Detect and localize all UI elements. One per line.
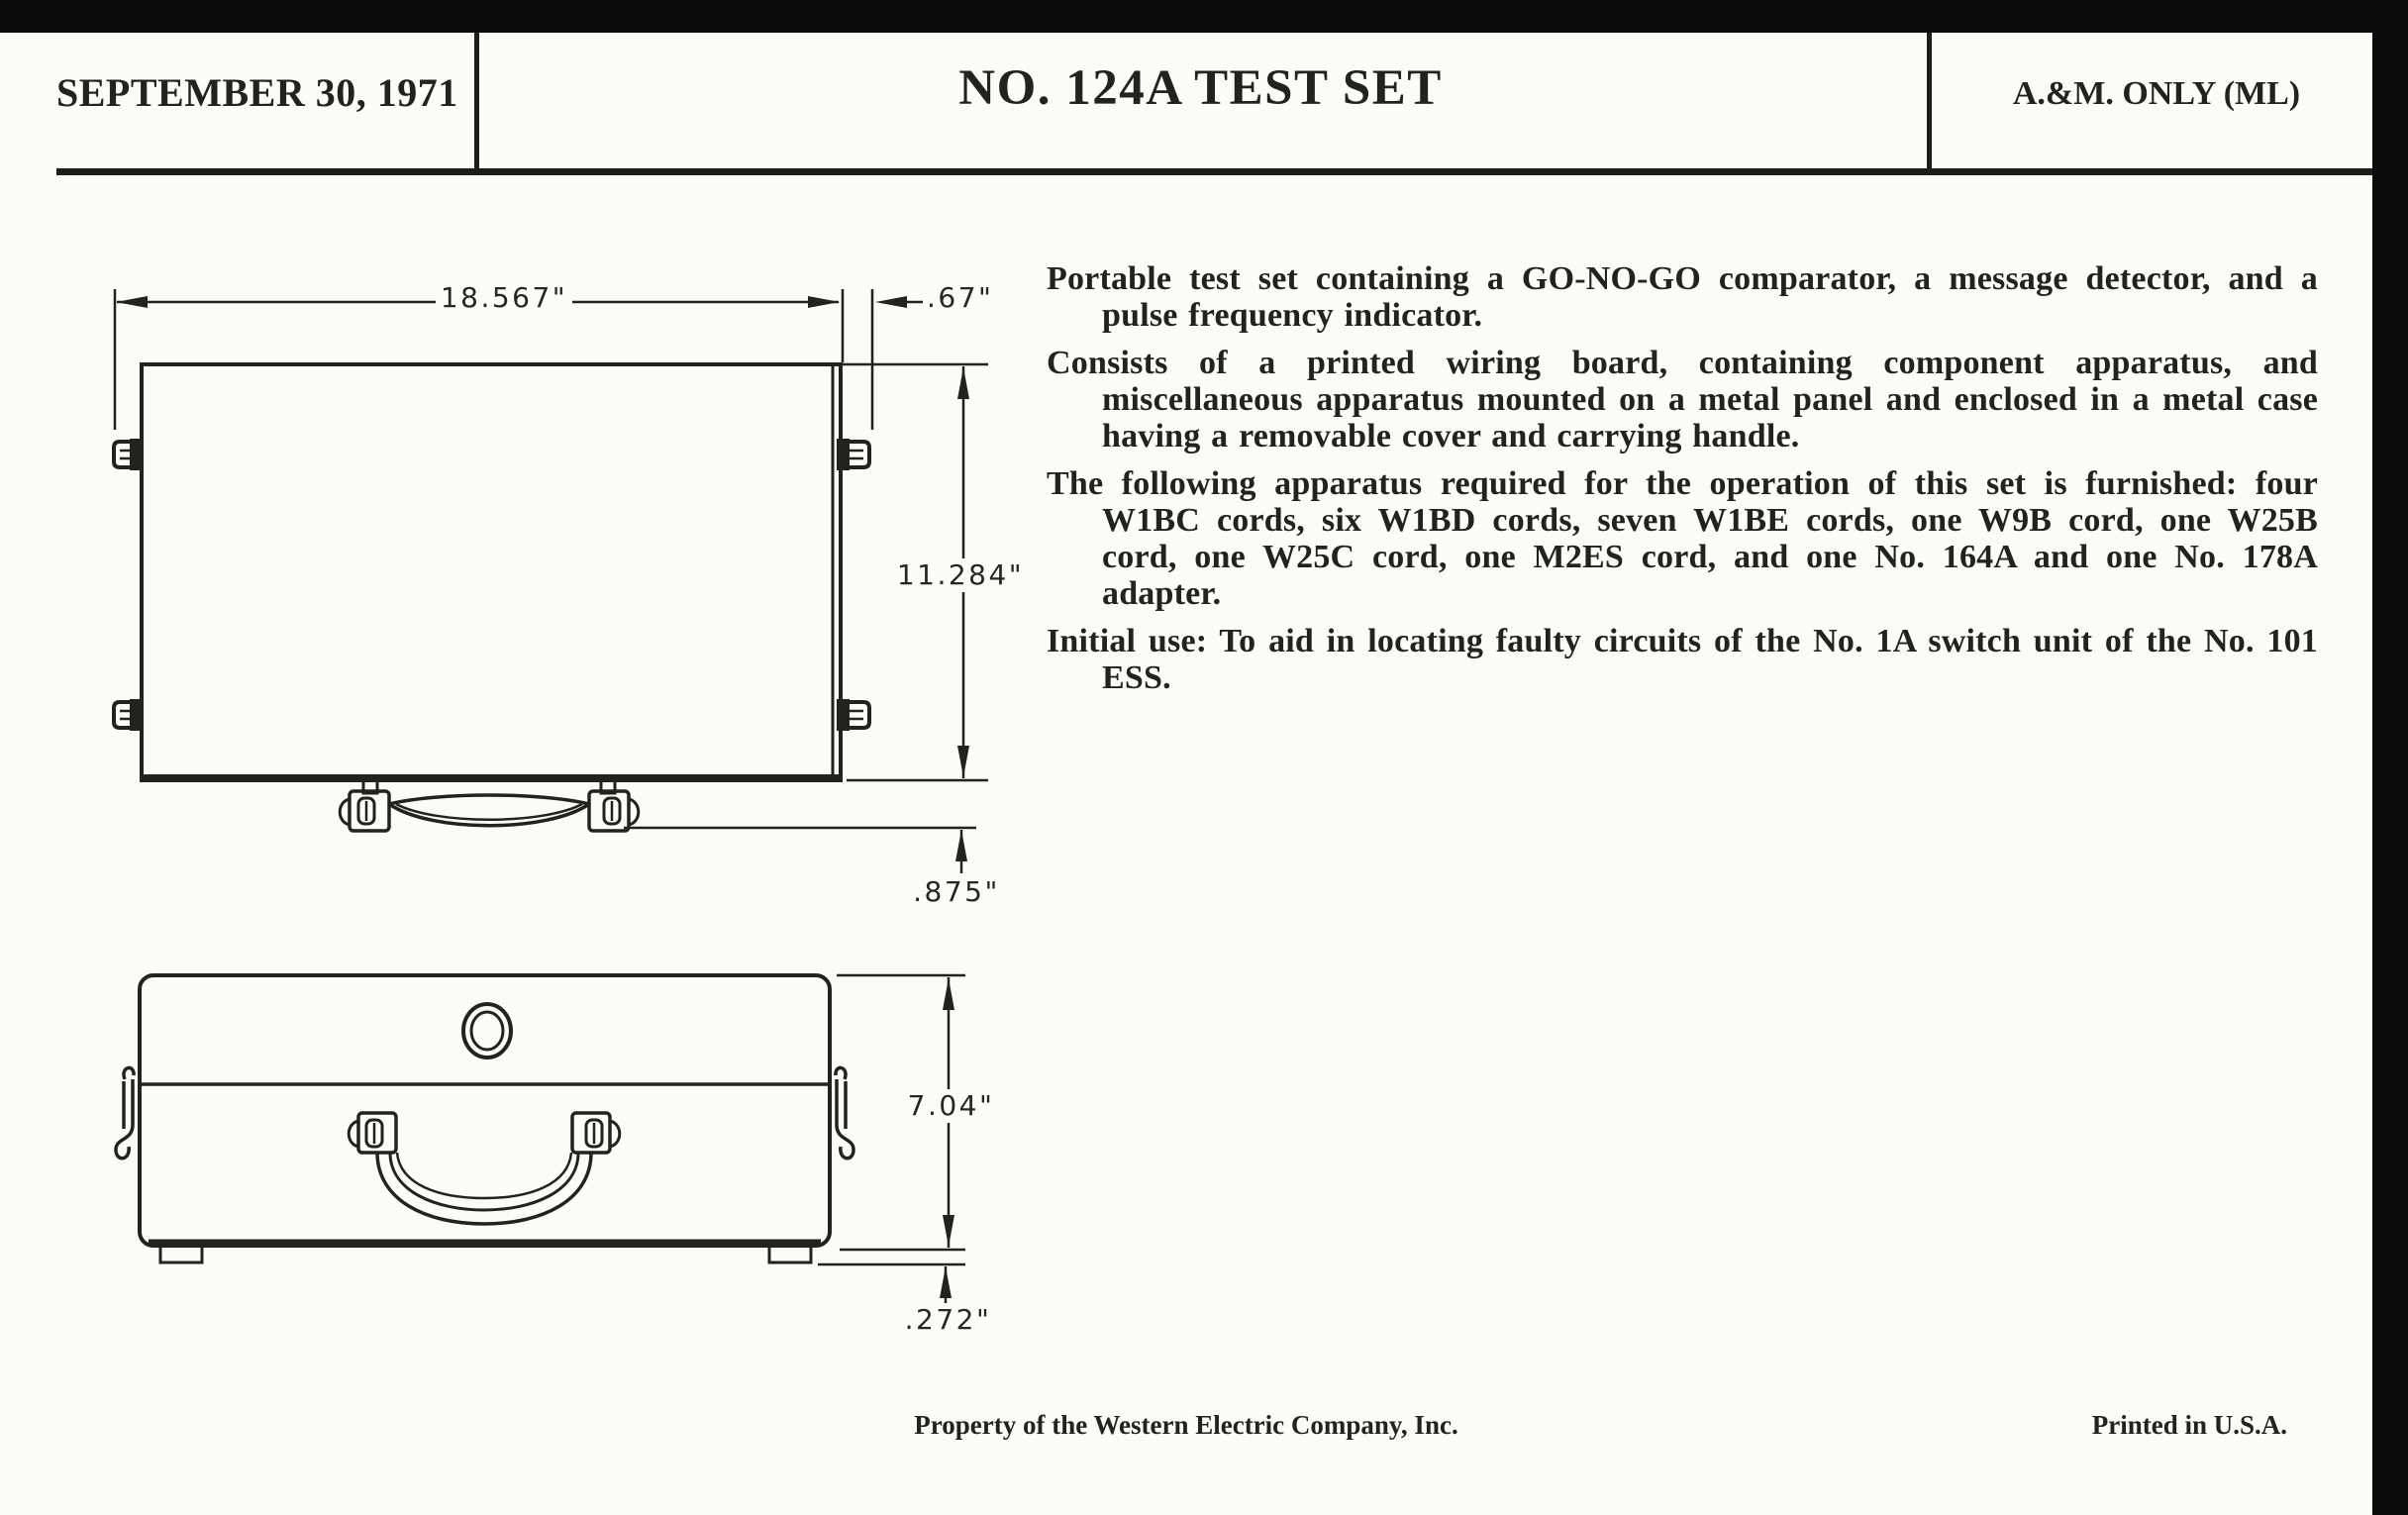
case-foot [160,1246,202,1262]
classification-label: A.&M. ONLY (ML) [2012,75,2301,112]
top-view-case-outline [142,364,841,780]
front-view-case-outline [140,975,830,1246]
spec-paragraph: Portable test set containing a GO-NO-GO comparator, a message detector, and a pulse frequency indicator. [1047,260,2318,334]
front-view-handle [349,1113,620,1224]
dim-label-height: 7.04" [879,1089,1023,1123]
footer-printed-notice: Printed in U.S.A. [2091,1410,2287,1440]
scan-edge-top [0,0,2408,33]
hook-latch-icon [116,1067,134,1158]
dim-overhang [875,296,923,308]
latch-clip-icon [114,699,143,731]
page-title: NO. 124A TEST SET [958,60,1443,116]
dim-label-feet: .272" [871,1303,1025,1337]
header-divider-right [1927,33,1932,175]
header-rule [56,168,2372,175]
dim-handle-offset [624,828,976,873]
dim-label-depth: 11.284" [876,558,1045,592]
dim-label-overhang: .67" [927,281,1046,315]
dim-label-handle-offset: .875" [877,875,1036,909]
latch-clip-icon [837,439,869,470]
lock-knob-icon [463,1004,511,1058]
top-view-handle [340,780,639,831]
issue-date: SEPTEMBER 30, 1971 [56,70,458,115]
spec-paragraph: The following apparatus required for the operation of this set is furnished: four W1BC cords, six W1BD cords, seven W1BE cords, one W9B cord, one W25B cord, one W25C cord, one M2ES cord, and one No. 164A and one No. 178A adapter. [1047,465,2318,612]
spec-paragraph: Consists of a printed wiring board, containing component apparatus, and miscellaneous apparatus mounted on a metal panel and enclosed in a metal case having a removable cover and carrying handle. [1047,345,2318,454]
case-foot [769,1246,811,1262]
hook-latch-icon [836,1067,853,1158]
latch-clip-icon [837,699,869,731]
dim-label-width: 18.567" [436,281,572,315]
latch-clip-icon [114,439,143,470]
description-text [1047,260,2318,707]
spec-paragraph: Initial use: To aid in locating faulty circuits of the No. 1A switch unit of the No. 101 ESS. [1047,623,2318,696]
scan-edge-right [2372,0,2408,1515]
footer-property-notice: Property of the Western Electric Company, Inc. [914,1410,1458,1440]
dim-feet [818,1264,965,1303]
top-view-drawing [114,289,988,873]
front-view-drawing [116,975,965,1303]
